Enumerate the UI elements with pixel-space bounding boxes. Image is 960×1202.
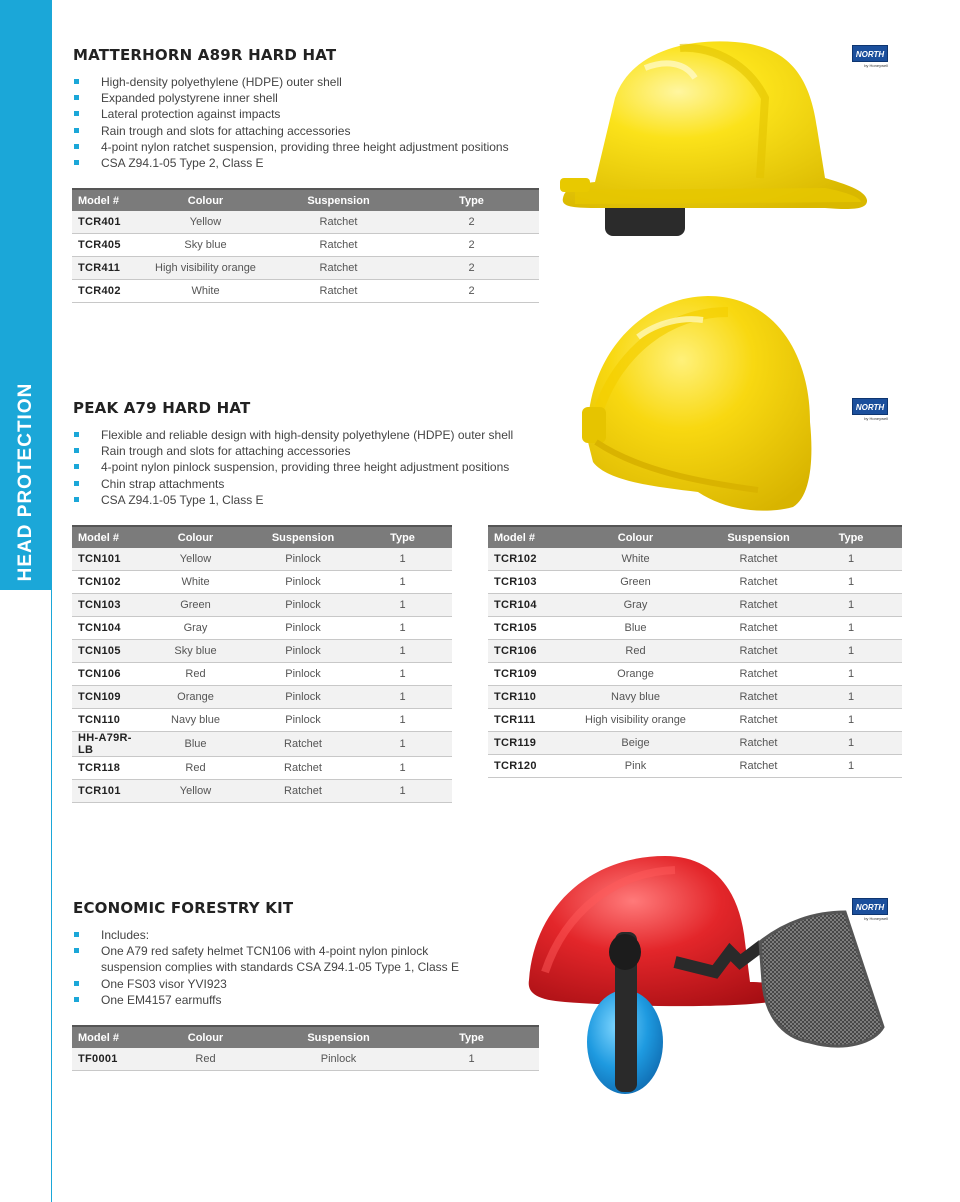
- feature-item: [73, 106, 543, 122]
- table-row: [488, 709, 902, 732]
- model-cell: TCR401: [72, 211, 138, 234]
- colour-cell: Blue: [138, 732, 253, 757]
- bullet-icon: [74, 95, 79, 100]
- type-cell: 1: [353, 548, 452, 571]
- sidebar: [0, 0, 52, 1202]
- feature-text: Rain trough and slots for attaching accessories: [101, 444, 351, 459]
- type-cell: 1: [800, 640, 902, 663]
- type-cell: 1: [353, 571, 452, 594]
- suspension-cell: Pinlock: [253, 617, 353, 640]
- table-row: [72, 594, 452, 617]
- column-header: Model #: [72, 526, 138, 548]
- feature-text: CSA Z94.1-05 Type 1, Class E: [101, 492, 264, 507]
- feature-item: [73, 976, 473, 992]
- column-header: Suspension: [717, 526, 800, 548]
- model-cell: TCN103: [72, 594, 138, 617]
- type-cell: 1: [404, 1048, 539, 1071]
- north-logo: [852, 898, 888, 921]
- column-header: Type: [404, 1026, 539, 1048]
- type-cell: 1: [800, 617, 902, 640]
- table-row: [72, 548, 452, 571]
- feature-text: Expanded polystyrene inner shell: [101, 91, 278, 106]
- colour-cell: Pink: [554, 755, 717, 778]
- matterhorn-feature-list: [73, 74, 543, 171]
- north-logo-text: NORTH: [852, 398, 888, 415]
- peak-spec-table-left: [72, 525, 452, 803]
- feature-item: [73, 90, 543, 106]
- colour-cell: Yellow: [138, 780, 253, 803]
- suspension-cell: Ratchet: [717, 709, 800, 732]
- colour-cell: Yellow: [138, 548, 253, 571]
- type-cell: 1: [353, 686, 452, 709]
- model-cell: TCR111: [488, 709, 554, 732]
- table-row: [72, 640, 452, 663]
- matterhorn-title: MATTERHORN A89R HARD HAT: [73, 46, 337, 64]
- table-row: [72, 1048, 539, 1071]
- type-cell: 2: [404, 234, 539, 257]
- table-row: [488, 548, 902, 571]
- bullet-icon: [74, 497, 79, 502]
- bullet-icon: [74, 481, 79, 486]
- bullet-icon: [74, 79, 79, 84]
- table-row: [488, 617, 902, 640]
- table-row: [72, 757, 452, 780]
- suspension-cell: Ratchet: [273, 234, 404, 257]
- type-cell: 1: [353, 663, 452, 686]
- suspension-cell: Ratchet: [717, 686, 800, 709]
- feature-text: Chin strap attachments: [101, 476, 225, 491]
- bullet-icon: [74, 997, 79, 1002]
- suspension-cell: Pinlock: [253, 594, 353, 617]
- colour-cell: Gray: [138, 617, 253, 640]
- model-cell: TCR405: [72, 234, 138, 257]
- model-cell: TCN110: [72, 709, 138, 732]
- model-cell: TCN105: [72, 640, 138, 663]
- column-header: Colour: [138, 526, 253, 548]
- feature-text: 4-point nylon pinlock suspension, providing three height adjustment positions: [101, 460, 510, 475]
- colour-cell: Navy blue: [138, 709, 253, 732]
- colour-cell: Blue: [554, 617, 717, 640]
- suspension-cell: Pinlock: [273, 1048, 404, 1071]
- feature-text: 4-point nylon ratchet suspension, providing three height adjustment positions: [101, 139, 509, 154]
- model-cell: TCR109: [488, 663, 554, 686]
- feature-item: [73, 492, 543, 508]
- north-logo-sub: by Honeywell: [864, 916, 888, 921]
- table-row: [72, 234, 539, 257]
- suspension-cell: Ratchet: [273, 257, 404, 280]
- suspension-cell: Ratchet: [253, 780, 353, 803]
- column-header: Type: [800, 526, 902, 548]
- column-header: Colour: [138, 189, 273, 211]
- column-header: Suspension: [273, 189, 404, 211]
- peak-helmet-image: [578, 292, 818, 514]
- type-cell: 1: [353, 617, 452, 640]
- colour-cell: Orange: [138, 686, 253, 709]
- model-cell: TCN101: [72, 548, 138, 571]
- model-cell: TCN109: [72, 686, 138, 709]
- matterhorn-spec-table: [72, 188, 539, 303]
- forestry-feature-list: [73, 927, 473, 1008]
- model-cell: TCN106: [72, 663, 138, 686]
- type-cell: 1: [800, 663, 902, 686]
- type-cell: 1: [353, 732, 452, 757]
- column-header: Model #: [72, 189, 138, 211]
- feature-item: [73, 992, 473, 1008]
- table-row: [72, 663, 452, 686]
- suspension-cell: Ratchet: [717, 732, 800, 755]
- suspension-cell: Pinlock: [253, 548, 353, 571]
- table-row: [72, 617, 452, 640]
- column-header: Model #: [72, 1026, 138, 1048]
- peak-spec-table-right: [488, 525, 902, 778]
- table-row: [72, 686, 452, 709]
- type-cell: 1: [800, 709, 902, 732]
- feature-text: Lateral protection against impacts: [101, 107, 281, 122]
- colour-cell: Red: [138, 757, 253, 780]
- feature-text: CSA Z94.1-05 Type 2, Class E: [101, 156, 264, 171]
- suspension-cell: Pinlock: [253, 663, 353, 686]
- table-row: [72, 709, 452, 732]
- suspension-cell: Ratchet: [253, 757, 353, 780]
- suspension-cell: Pinlock: [253, 640, 353, 663]
- table-row: [72, 280, 539, 303]
- bullet-icon: [74, 128, 79, 133]
- feature-item: [73, 927, 473, 943]
- type-cell: 1: [353, 594, 452, 617]
- model-cell: TCN104: [72, 617, 138, 640]
- table-header-row: [72, 1026, 539, 1048]
- type-cell: 2: [404, 211, 539, 234]
- feature-item: [73, 155, 543, 171]
- suspension-cell: Ratchet: [273, 280, 404, 303]
- type-cell: 2: [404, 257, 539, 280]
- feature-text: Includes:: [101, 928, 150, 942]
- model-cell: TCR104: [488, 594, 554, 617]
- table-row: [488, 571, 902, 594]
- suspension-cell: Pinlock: [253, 571, 353, 594]
- forestry-spec-table: [72, 1025, 539, 1071]
- feature-item: [73, 476, 543, 492]
- colour-cell: Gray: [554, 594, 717, 617]
- suspension-cell: Pinlock: [253, 709, 353, 732]
- type-cell: 1: [353, 640, 452, 663]
- colour-cell: White: [138, 571, 253, 594]
- type-cell: 2: [404, 280, 539, 303]
- table-row: [72, 780, 452, 803]
- colour-cell: Orange: [554, 663, 717, 686]
- colour-cell: Sky blue: [138, 640, 253, 663]
- table-header-row: [72, 189, 539, 211]
- colour-cell: Green: [138, 594, 253, 617]
- column-header: Type: [353, 526, 452, 548]
- matterhorn-helmet-image: [555, 38, 870, 243]
- suspension-cell: Ratchet: [717, 617, 800, 640]
- table-row: [72, 211, 539, 234]
- type-cell: 1: [800, 755, 902, 778]
- feature-text: One A79 red safety helmet TCN106 with 4-point nylon pinlock suspension complies with standards CSA Z94.1-05 Type 1, Class E: [101, 944, 459, 975]
- type-cell: 1: [800, 571, 902, 594]
- suspension-cell: Ratchet: [717, 548, 800, 571]
- type-cell: 1: [353, 780, 452, 803]
- peak-feature-list: [73, 427, 543, 508]
- bullet-icon: [74, 432, 79, 437]
- bullet-icon: [74, 144, 79, 149]
- bullet-icon: [74, 932, 79, 937]
- forestry-title: ECONOMIC FORESTRY KIT: [73, 899, 294, 917]
- section-label: HEAD PROTECTION: [15, 382, 36, 582]
- model-cell: TCN102: [72, 571, 138, 594]
- north-logo: [852, 398, 888, 421]
- colour-cell: Red: [138, 663, 253, 686]
- model-cell: TCR118: [72, 757, 138, 780]
- column-header: Model #: [488, 526, 554, 548]
- colour-cell: Red: [554, 640, 717, 663]
- north-logo-text: NORTH: [852, 45, 888, 62]
- model-cell: TCR119: [488, 732, 554, 755]
- feature-text: Flexible and reliable design with high-density polyethylene (HDPE) outer shell: [101, 428, 514, 442]
- suspension-cell: Ratchet: [717, 663, 800, 686]
- bullet-icon: [74, 948, 79, 953]
- peak-title: PEAK A79 HARD HAT: [73, 399, 251, 417]
- colour-cell: High visibility orange: [554, 709, 717, 732]
- north-logo-sub: by Honeywell: [864, 416, 888, 421]
- table-row: [488, 755, 902, 778]
- colour-cell: High visibility orange: [138, 257, 273, 280]
- column-header: Suspension: [253, 526, 353, 548]
- north-logo-text: NORTH: [852, 898, 888, 915]
- table-row: [488, 640, 902, 663]
- table-header-row: [72, 526, 452, 548]
- type-cell: 1: [800, 732, 902, 755]
- model-cell: TCR102: [488, 548, 554, 571]
- type-cell: 1: [800, 686, 902, 709]
- colour-cell: White: [554, 548, 717, 571]
- suspension-cell: Ratchet: [717, 571, 800, 594]
- table-row: [72, 257, 539, 280]
- bullet-icon: [74, 448, 79, 453]
- feature-item: [73, 459, 543, 475]
- colour-cell: Navy blue: [554, 686, 717, 709]
- feature-text: One EM4157 earmuffs: [101, 992, 222, 1007]
- feature-item: [73, 443, 543, 459]
- model-cell: TCR411: [72, 257, 138, 280]
- column-header: Type: [404, 189, 539, 211]
- feature-text: One FS03 visor YVI923: [101, 976, 227, 991]
- feature-item: [73, 427, 543, 443]
- suspension-cell: Ratchet: [273, 211, 404, 234]
- column-header: Colour: [138, 1026, 273, 1048]
- bullet-icon: [74, 981, 79, 986]
- north-logo-sub: by Honeywell: [864, 63, 888, 68]
- model-cell: TCR101: [72, 780, 138, 803]
- bullet-icon: [74, 160, 79, 165]
- type-cell: 1: [353, 709, 452, 732]
- column-header: Colour: [554, 526, 717, 548]
- suspension-cell: Ratchet: [717, 640, 800, 663]
- table-row: [488, 663, 902, 686]
- model-cell: TF0001: [72, 1048, 138, 1071]
- table-row: [488, 732, 902, 755]
- suspension-cell: Ratchet: [717, 755, 800, 778]
- bullet-icon: [74, 464, 79, 469]
- colour-cell: Sky blue: [138, 234, 273, 257]
- table-row: [72, 732, 452, 757]
- suspension-cell: Ratchet: [253, 732, 353, 757]
- model-cell: TCR110: [488, 686, 554, 709]
- forestry-kit-image: [525, 852, 887, 1102]
- feature-text: Rain trough and slots for attaching accessories: [101, 123, 351, 138]
- colour-cell: Green: [554, 571, 717, 594]
- model-cell: TCR402: [72, 280, 138, 303]
- model-cell: TCR105: [488, 617, 554, 640]
- table-header-row: [488, 526, 902, 548]
- type-cell: 1: [353, 757, 452, 780]
- suspension-cell: Ratchet: [717, 594, 800, 617]
- model-cell: TCR103: [488, 571, 554, 594]
- feature-item: [73, 943, 473, 975]
- feature-text: High-density polyethylene (HDPE) outer shell: [101, 75, 342, 89]
- type-cell: 1: [800, 594, 902, 617]
- model-cell: TCR120: [488, 755, 554, 778]
- colour-cell: Beige: [554, 732, 717, 755]
- suspension-cell: Pinlock: [253, 686, 353, 709]
- model-cell: HH-A79R-LB: [72, 732, 138, 757]
- bullet-icon: [74, 111, 79, 116]
- table-row: [488, 594, 902, 617]
- model-cell: TCR106: [488, 640, 554, 663]
- table-row: [488, 686, 902, 709]
- colour-cell: White: [138, 280, 273, 303]
- feature-item: [73, 123, 543, 139]
- column-header: Suspension: [273, 1026, 404, 1048]
- type-cell: 1: [800, 548, 902, 571]
- feature-item: [73, 74, 543, 90]
- colour-cell: Red: [138, 1048, 273, 1071]
- colour-cell: Yellow: [138, 211, 273, 234]
- feature-item: [73, 139, 543, 155]
- table-row: [72, 571, 452, 594]
